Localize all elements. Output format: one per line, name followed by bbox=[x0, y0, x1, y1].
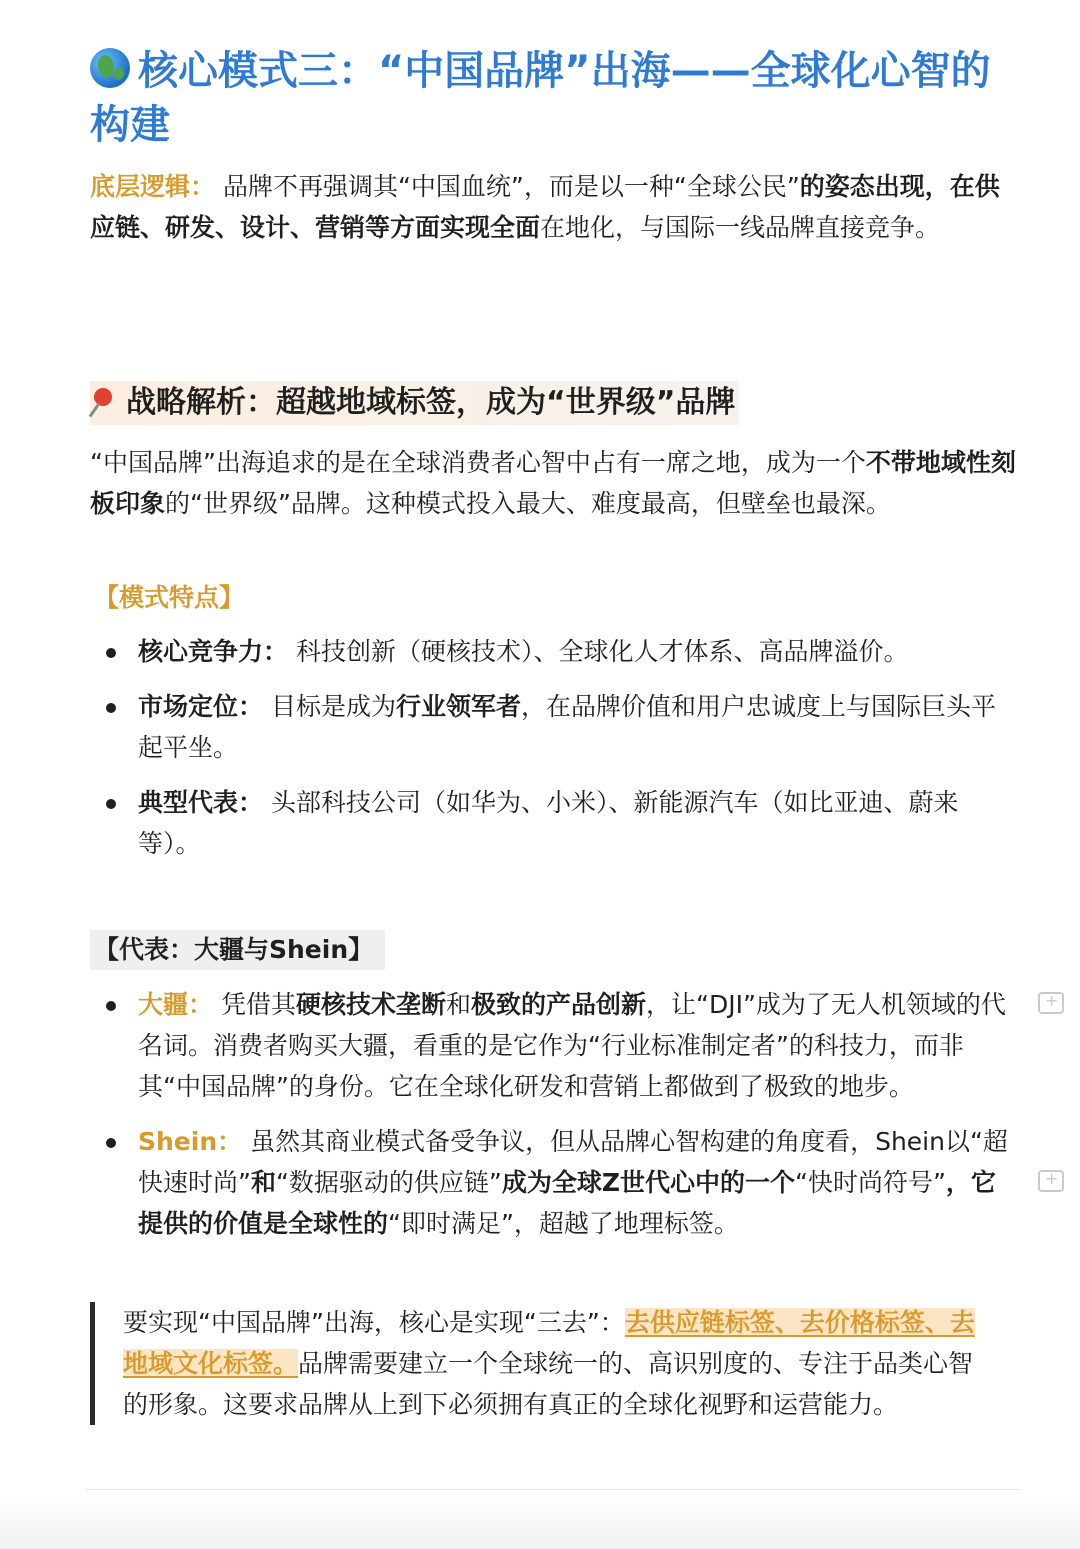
dji-bold-1: 硬核技术垄断 bbox=[295, 990, 446, 1019]
shein-bold-1: 和 bbox=[250, 1168, 276, 1197]
dji-text-1: 凭借其 bbox=[213, 990, 296, 1019]
shein-label: Shein： bbox=[138, 1127, 243, 1156]
list-item-shein bbox=[90, 1121, 1020, 1244]
list-item bbox=[90, 782, 1020, 864]
logic-paragraph bbox=[90, 166, 1020, 248]
quote-highlight: 去供应链标签、去价格标签、去地域文化标签。 bbox=[123, 1308, 975, 1378]
shein-bold-3: ，它提供的价值是全球性的 bbox=[138, 1168, 996, 1238]
divider bbox=[86, 1489, 1020, 1490]
strategy-heading bbox=[90, 381, 739, 425]
strategy-intro bbox=[90, 442, 1020, 524]
bottom-fade bbox=[0, 1499, 1080, 1549]
page-title bbox=[90, 44, 1020, 152]
feature-label: 典型代表： bbox=[138, 788, 264, 817]
logic-text-2: 在地化，与国际一线品牌直接竞争。 bbox=[540, 213, 941, 242]
shein-bold-2: 成为全球Z世代心中的一个 bbox=[501, 1168, 796, 1197]
pushpin-icon bbox=[90, 386, 116, 416]
title-text: 核心模式三：“中国品牌”出海——全球化心智的构建 bbox=[90, 48, 991, 148]
logic-label: 底层逻辑： bbox=[90, 172, 216, 201]
representatives-list bbox=[90, 984, 1020, 1258]
quote-text-2: 品牌需要建立一个全球统一的、高识别度的、专注于品类心智的形象。这要求品牌从上到下必须拥有真正的全球化视野和运营能力。 bbox=[123, 1349, 974, 1419]
intro-bold-1: 不带地域性刻板印象 bbox=[90, 448, 1016, 518]
shein-text-3: “快时尚符号” bbox=[795, 1168, 946, 1197]
list-item-dji bbox=[90, 984, 1020, 1107]
blockquote bbox=[90, 1302, 1023, 1425]
list-item bbox=[90, 686, 1020, 768]
dji-label: 大疆： bbox=[138, 990, 214, 1019]
list-item bbox=[90, 631, 1020, 672]
feature-text-2: ，在品牌价值和用户忠诚度上与国际巨头平起平坐。 bbox=[138, 692, 996, 762]
intro-text-2: 的“世界级”品牌。这种模式投入最大、难度最高，但壁垒也最深。 bbox=[165, 489, 891, 518]
intro-text-1: “中国品牌”出海追求的是在全球消费者心智中占有一席之地，成为一个 bbox=[90, 448, 866, 477]
strategy-heading-text: 战略解析：超越地域标签，成为“世界级”品牌 bbox=[126, 385, 736, 420]
globe-icon bbox=[90, 48, 130, 88]
feature-text: 科技创新（硬核技术）、全球化人才体系、高品牌溢价。 bbox=[288, 637, 909, 666]
shein-text-2: “数据驱动的供应链” bbox=[275, 1168, 502, 1197]
feature-label: 市场定位： bbox=[138, 692, 264, 721]
feature-text: 目标是成为 bbox=[263, 692, 396, 721]
comment-add-icon[interactable] bbox=[1038, 1170, 1064, 1192]
dji-bold-2: 极致的产品创新 bbox=[471, 990, 647, 1019]
dji-text-2: 和 bbox=[445, 990, 471, 1019]
shein-text-1: 虽然其商业模式备受争议，但从品牌心智构建的角度看，Shein以“超快速时尚” bbox=[138, 1127, 1008, 1197]
feature-bold: 行业领军者 bbox=[395, 692, 521, 721]
logic-bold-1: 的姿态出现，在供应链、研发、设计、营销等方面实现全面 bbox=[90, 172, 1000, 242]
comment-add-icon[interactable] bbox=[1038, 992, 1064, 1014]
quote-paragraph bbox=[123, 1302, 983, 1425]
features-title: 【模式特点】 bbox=[94, 583, 245, 612]
feature-label: 核心竞争力： bbox=[138, 637, 289, 666]
dji-text-3: ，让“DJI”成为了无人机领域的代名词。消费者购买大疆，看重的是它作为“行业标准制定者”的科技力，而非其“中国品牌”的身份。它在全球化研发和营销上都做到了极致的地步。 bbox=[138, 990, 1006, 1101]
shein-text-4: “即时满足”，超越了地理标签。 bbox=[388, 1209, 739, 1238]
logic-text-1: 品牌不再强调其“中国血统”，而是以一种“全球公民” bbox=[215, 172, 800, 201]
features-list bbox=[90, 631, 1020, 878]
quote-text-1: 要实现“中国品牌”出海，核心是实现“三去”： bbox=[123, 1308, 625, 1337]
feature-text: 头部科技公司（如华为、小米）、新能源汽车（如比亚迪、蔚来等）。 bbox=[138, 788, 959, 858]
representatives-title: 【代表：大疆与Shein】 bbox=[90, 930, 385, 970]
